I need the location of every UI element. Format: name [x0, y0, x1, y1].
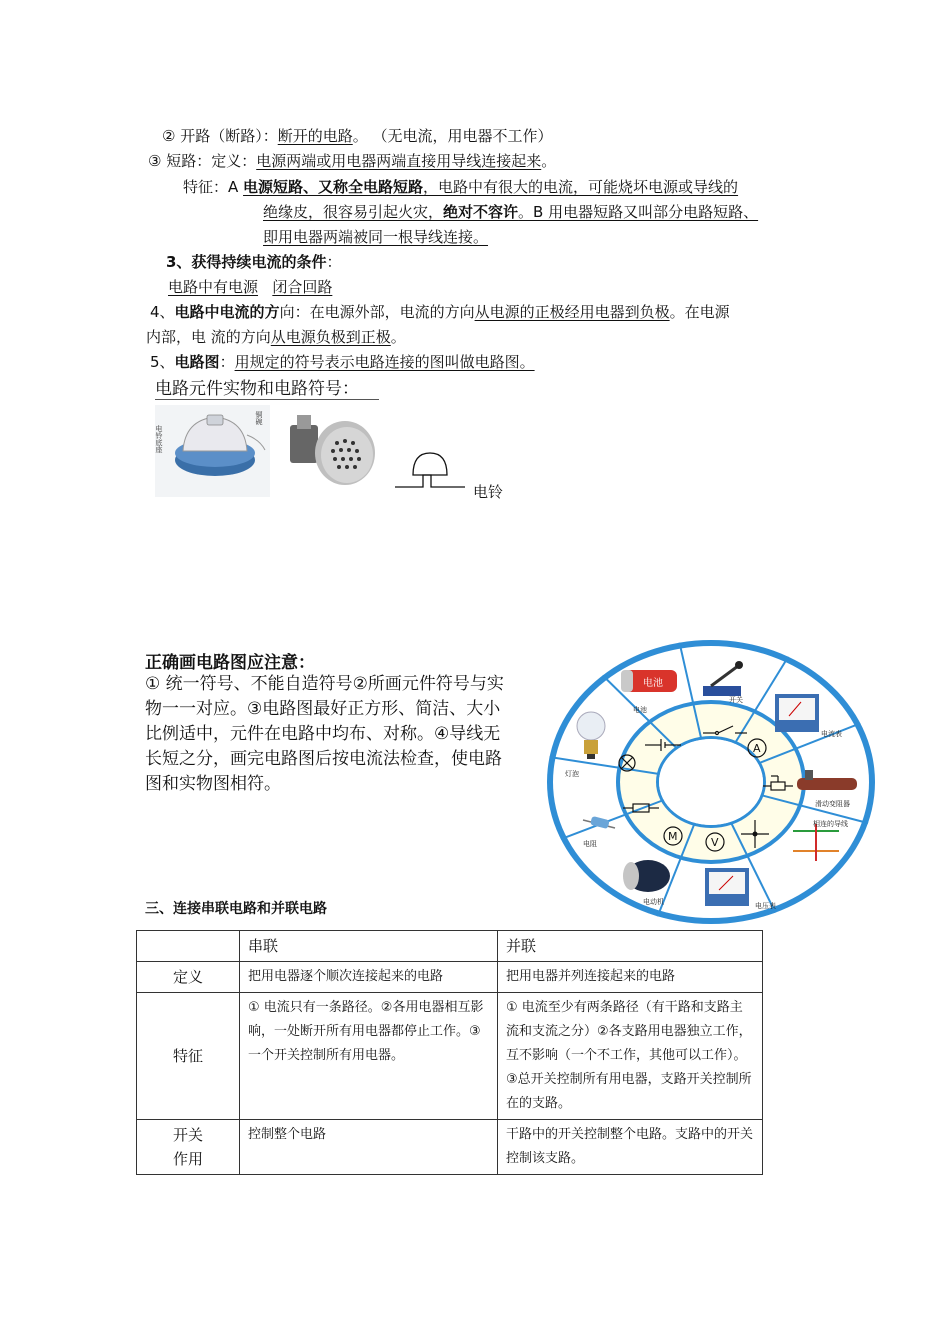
svg-text:A: A — [753, 742, 761, 755]
text-underlined: 从电源的正极经用电器到负极 — [474, 303, 670, 321]
motor-photo — [623, 860, 670, 892]
text-underlined: 断开的电路 — [277, 127, 353, 145]
text: ③ 短路：定义： — [148, 152, 257, 170]
text: 。 — [541, 152, 557, 170]
table-row — [137, 993, 763, 1120]
bell-symbol — [395, 453, 465, 487]
circuit-diagram-line — [150, 350, 535, 374]
text: 。 — [390, 328, 406, 346]
text-underlined: ，电路中有很大的电流，可能烧坏电源或导线的 — [423, 178, 739, 196]
text: 特征：A — [183, 178, 244, 196]
wheel-label-ammeter: 电流表 — [821, 730, 842, 738]
cell-switch-parallel: 干路中的开关控制整个电路。支路中的开关控制该支路。 — [498, 1120, 763, 1175]
text-bold: 电路中电流的方 — [174, 303, 280, 321]
text-bold: 绝对不容许 — [443, 203, 519, 221]
text-underlined: 用规定的符号表示电路连接的图叫做电路图。 — [234, 353, 535, 371]
row-switch — [137, 1120, 240, 1175]
bell-photo-2 — [290, 415, 375, 485]
row-switch-line1: 开关 — [172, 1126, 203, 1144]
text-underlined: 电源两端或用电器两端直接用导线连接起来 — [256, 152, 542, 170]
feature-line-3 — [263, 225, 488, 249]
text-underlined: 。B 用电器短路又叫部分电路短路、 — [518, 203, 759, 221]
feature-line-2 — [263, 200, 758, 224]
short-circuit-line — [148, 149, 556, 173]
bell-label-left: 电铃底座 — [155, 425, 163, 453]
bell-illustrations — [155, 405, 515, 505]
heading-continuous-current — [166, 250, 341, 274]
svg-text:M: M — [668, 830, 678, 843]
header-parallel: 并联 — [498, 931, 763, 962]
bell-symbol-label: 电铃 — [473, 483, 504, 501]
bell-photo-1 — [155, 405, 270, 497]
voltmeter-photo — [705, 868, 749, 906]
wheel-label-motor: 电动机 — [643, 898, 664, 906]
text: ② 开路（断路）： — [162, 127, 278, 145]
text-bold: 3、获得持续电流的条件 — [166, 253, 327, 271]
feature-line-1 — [183, 175, 738, 199]
header-series: 串联 — [240, 931, 498, 962]
row-definition: 定义 — [137, 962, 240, 993]
table-row — [137, 962, 763, 993]
text-underlined: 即用电器两端被同一根导线连接。 — [263, 228, 489, 246]
battery-photo — [621, 670, 677, 692]
row-switch-line2: 作用 — [172, 1150, 203, 1168]
section-3-title: 三、连接串联电路和并联电路 — [145, 901, 327, 917]
battery-text: 电池 — [643, 678, 663, 689]
text-bold: 电路图 — [174, 353, 220, 371]
ammeter-photo — [775, 694, 819, 732]
bell-label-right: 铜碗 — [255, 411, 263, 425]
text-underlined: 闭合回路 — [272, 278, 333, 296]
table-row — [137, 1120, 763, 1175]
cell-def-series: 把用电器逐个顺次连接起来的电路 — [240, 962, 498, 993]
table-row — [137, 931, 763, 962]
cell-def-parallel: 把用电器并列连接起来的电路 — [498, 962, 763, 993]
text-bold: 电源短路、又称全电路短路 — [243, 178, 424, 196]
text-underlined: 从电源负极到正极 — [270, 328, 391, 346]
notes-body: ① 统一符号、不能自造符号②所画元件符号与实物一一对应。③电路图最好正方形、简洁、大小比例适中，元件在电路中均布、对称。④导线无长短之分，画完电路图后按电流法检查，使电路图和实物图相符。 — [145, 674, 504, 794]
open-circuit-line — [162, 124, 553, 148]
row-features: 特征 — [137, 993, 240, 1120]
text: 4、 — [150, 303, 175, 321]
cell-feat-series: ① 电流只有一条路径。②各用电器相互影响，一处断开所有用电器都停止工作。③一个开关控制所有用电器。 — [240, 993, 498, 1120]
current-direction-line — [150, 300, 730, 324]
components-heading: 电路元件实物和电路符号： — [155, 374, 379, 400]
text: 。在电源 — [669, 303, 730, 321]
text: 5、 — [150, 353, 175, 371]
text: 。 （无电流，用电器不工作） — [352, 127, 553, 145]
wheel-label-voltmeter: 电压表 — [755, 902, 776, 910]
notes-title: 正确画电路图应注意： — [145, 653, 315, 673]
text-underlined: 绝缘皮，很容易引起火灾， — [263, 203, 444, 221]
text: ： — [219, 353, 235, 371]
text: 向：在电源外部，电流的方向 — [279, 303, 475, 321]
current-direction-line-2 — [146, 325, 406, 349]
comparison-table — [136, 930, 763, 1175]
text-underlined: 电路中有电源 — [168, 278, 259, 296]
wheel-label-rheostat: 滑动变阻器 — [815, 800, 850, 808]
svg-text:V: V — [711, 836, 719, 849]
wheel-label-bulb: 灯泡 — [565, 770, 579, 778]
cell-switch-series: 控制整个电路 — [240, 1120, 498, 1175]
text: 内部，电 流的方向 — [146, 328, 271, 346]
wheel-label-switch: 开关 — [729, 696, 743, 704]
components-wheel — [543, 636, 879, 928]
wheel-label-wires: 相连的导线 — [813, 820, 848, 828]
conditions-line — [168, 275, 332, 299]
wheel-label-resistor: 电阻 — [583, 840, 597, 848]
cell-feat-parallel: ① 电流至少有两条路径（有干路和支路主流和支流之分）②各支路用电器独立工作，互不影响（一个不工作，其他可以工作）。③总开关控制所有用电器，支路开关控制所在的支路。 — [498, 993, 763, 1120]
text: ： — [326, 253, 342, 271]
wheel-label-battery: 电池 — [633, 706, 647, 714]
table-corner — [137, 931, 240, 962]
